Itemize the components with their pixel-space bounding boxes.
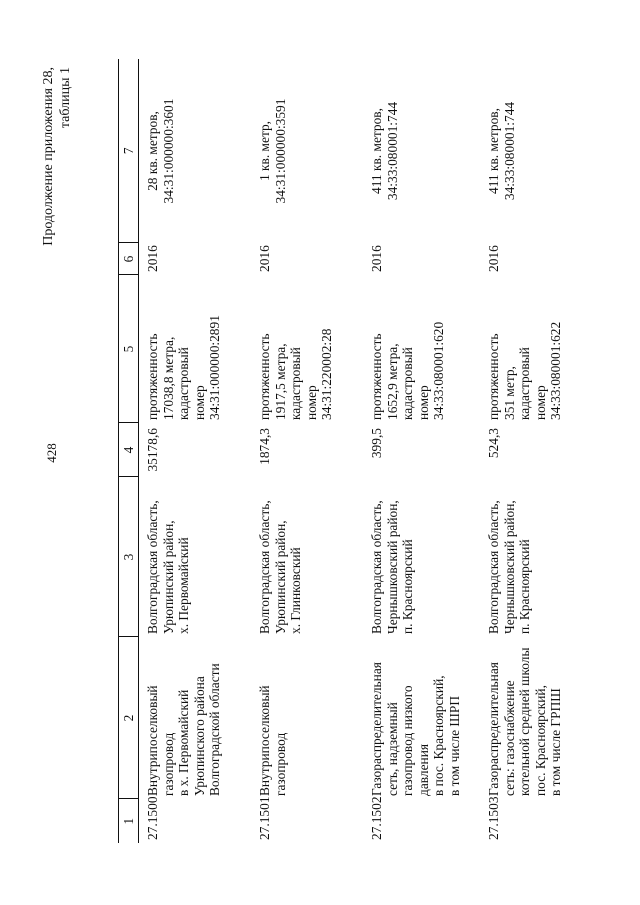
column-header-2: 2 xyxy=(119,637,139,799)
continuation-line-2: таблицы 1 xyxy=(58,67,73,129)
object-year: 2016 xyxy=(369,245,384,272)
object-land-note: 411 кв. метров, 34:33:080001:744 xyxy=(369,101,400,201)
object-value: 1874,3 xyxy=(257,428,272,465)
table-row xyxy=(480,59,592,843)
object-name: Внутрипоселковый газопровод в х. Первомайский Урюпинского района Волгоградской области xyxy=(145,663,223,796)
object-land-note: 1 кв. метр, 34:31:000000:3591 xyxy=(257,98,288,204)
page-number: 428 xyxy=(44,443,59,463)
column-header-3: 3 xyxy=(119,477,139,637)
table-row xyxy=(363,59,480,843)
object-name: Газораспределительная сеть: газоснабжение котельной средней школы пос. Красноярский, в том числе ГРПШ xyxy=(486,647,564,796)
object-description: протяженность 1652,9 метра, кадастровый номер 34:33:080001:620 xyxy=(369,321,447,420)
object-year: 2016 xyxy=(486,245,501,272)
row-id: 27.1500 xyxy=(145,796,160,840)
object-location: Волгоградская область, Урюпинский район, х. Глинковский xyxy=(257,500,304,634)
row-id: 27.1501 xyxy=(257,796,272,840)
object-description: протяженность 1917,5 метра, кадастровый номер 34:31:220002:28 xyxy=(257,328,335,420)
continuation-line-1: Продолжение приложения 28, xyxy=(41,67,56,246)
row-id: 27.1502 xyxy=(369,796,384,840)
row-id: 27.1503 xyxy=(486,796,501,840)
object-year: 2016 xyxy=(257,245,272,272)
column-header-5: 5 xyxy=(119,275,139,423)
column-header-6: 6 xyxy=(119,243,139,275)
object-value: 35178,6 xyxy=(145,428,160,472)
object-value: 524,3 xyxy=(486,428,501,459)
appendix-table xyxy=(118,59,592,843)
object-location: Волгоградская область, Чернышковский район, п. Красноярский xyxy=(486,500,533,634)
table-row xyxy=(139,59,252,843)
continuation-caption xyxy=(40,67,74,246)
column-number-row xyxy=(119,59,139,843)
object-year: 2016 xyxy=(145,245,160,272)
object-location: Волгоградская область, Чернышковский район, п. Красноярский xyxy=(369,500,416,634)
object-land-note: 28 кв. метров, 34:31:000000:3601 xyxy=(145,98,176,204)
object-location: Волгоградская область, Урюпинский район, х. Первомайский xyxy=(145,500,192,634)
object-description: протяженность 351 метр, кадастровый номер 34:33:080001:622 xyxy=(486,321,564,420)
column-header-4: 4 xyxy=(119,423,139,477)
column-header-7: 7 xyxy=(119,59,139,243)
object-land-note: 411 кв. метров, 34:33:080001:744 xyxy=(486,101,517,201)
object-name: Газораспределительная сеть, надземный газопровод низкого давления в пос. Красноярский, в том числе ШРП xyxy=(369,662,462,796)
table-row xyxy=(251,59,363,843)
object-name: Внутрипоселковый газопровод xyxy=(257,685,288,796)
object-description: протяженность 17038,8 метра, кадастровый номер 34:31:000000:2891 xyxy=(145,315,223,420)
column-header-1: 1 xyxy=(119,799,139,843)
object-value: 399,5 xyxy=(369,428,384,459)
